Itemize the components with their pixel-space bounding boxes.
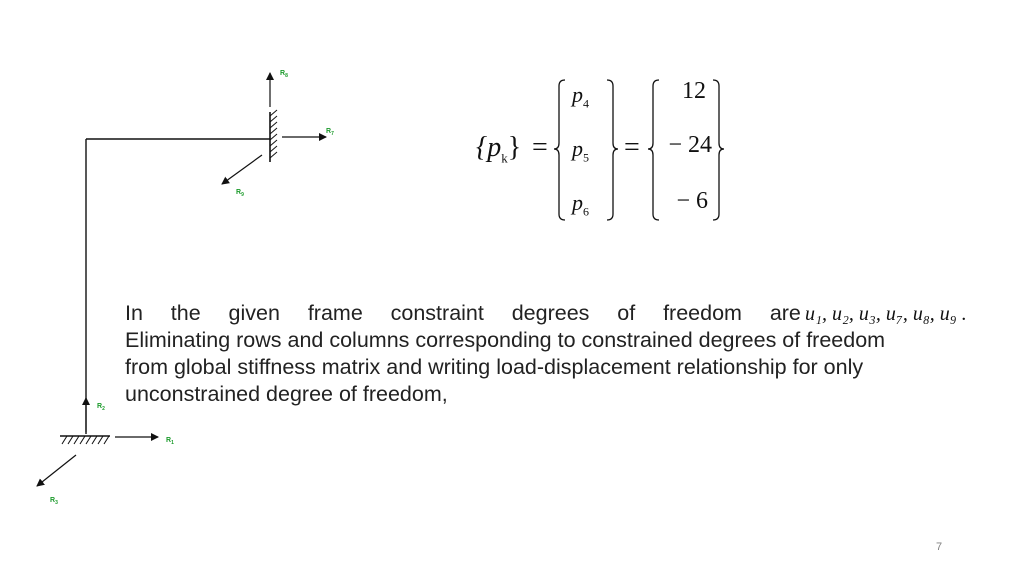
word: the — [170, 301, 201, 325]
label-r7: $R_7$ — [326, 128, 334, 137]
equation-lhs: $\{p_k\}$ — [476, 132, 522, 166]
load-vector-equation — [470, 76, 730, 226]
word: frame — [307, 301, 363, 325]
word: In — [125, 301, 143, 325]
text-line-2: Eliminating rows and columns corresponding to constrained degrees of freedom — [125, 328, 886, 352]
label-r1: $R_1$ — [166, 437, 174, 446]
arrow-r3 — [37, 455, 76, 486]
arrow-r9 — [222, 155, 262, 184]
page-number: 7 — [936, 541, 943, 553]
vector-p4: $p_4$ — [572, 82, 589, 111]
constrained-dofs: u₁, u₂, u₃, u₇, u₈, u₉ . — [805, 303, 967, 325]
text-line-3: from global stiffness matrix and writing load-displacement relationship for only — [125, 355, 864, 379]
value-12: 12 — [682, 78, 706, 104]
vector-p5: $p_5$ — [572, 136, 589, 165]
label-r3: $R_3$ — [50, 497, 58, 506]
word: given — [228, 301, 280, 325]
label-r9: $R_9$ — [236, 189, 244, 198]
text-line-1 — [125, 300, 801, 327]
label-r2: $R_2$ — [97, 403, 105, 412]
text-line-4: unconstrained degree of freedom, — [125, 382, 448, 406]
top-fixed-support — [270, 110, 277, 162]
equals-sign-2: = — [624, 132, 640, 163]
label-r8: $R_8$ — [280, 70, 288, 79]
word: are — [769, 301, 801, 325]
value-minus-24: − 24 — [668, 132, 712, 158]
word: of — [617, 301, 636, 325]
word: freedom — [663, 301, 742, 325]
word: constraint — [390, 301, 484, 325]
value-minus-6: − 6 — [676, 188, 708, 214]
equals-sign-1: = — [532, 132, 548, 163]
bottom-fixed-support — [60, 436, 110, 444]
word: degrees — [511, 301, 590, 325]
vector-p6: $p_6$ — [572, 190, 589, 219]
